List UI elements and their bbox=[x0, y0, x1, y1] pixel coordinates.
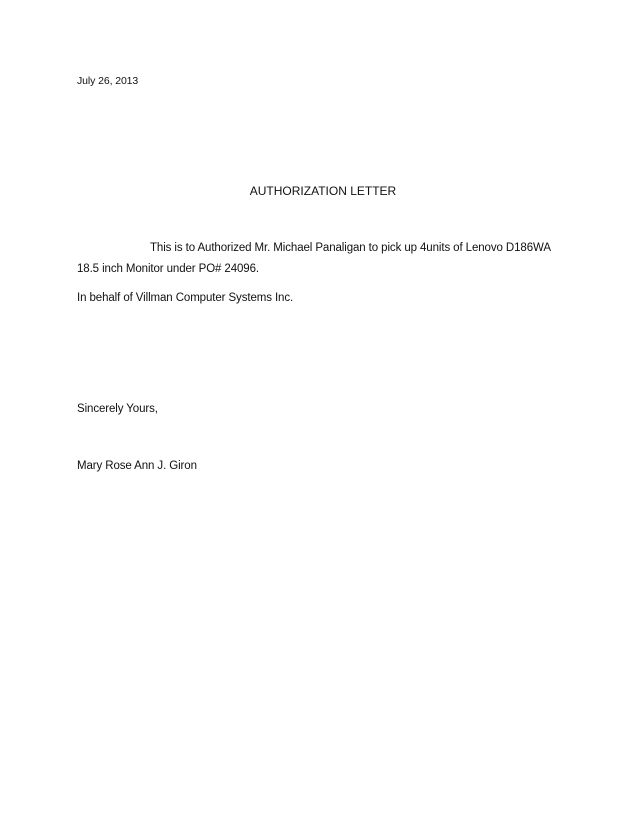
letter-body-line-1: This is to Authorized Mr. Michael Panaligan to pick up 4units of Lenovo D186WA bbox=[150, 242, 551, 254]
letter-date: July 26, 2013 bbox=[77, 75, 139, 87]
signature-name: Mary Rose Ann J. Giron bbox=[77, 460, 197, 472]
letter-body-line-2: 18.5 inch Monitor under PO# 24096. bbox=[77, 263, 259, 275]
letter-closing: Sincerely Yours, bbox=[77, 403, 158, 415]
letter-title: AUTHORIZATION LETTER bbox=[249, 184, 397, 198]
letter-body-line-3: In behalf of Villman Computer Systems Inc. bbox=[77, 292, 294, 304]
